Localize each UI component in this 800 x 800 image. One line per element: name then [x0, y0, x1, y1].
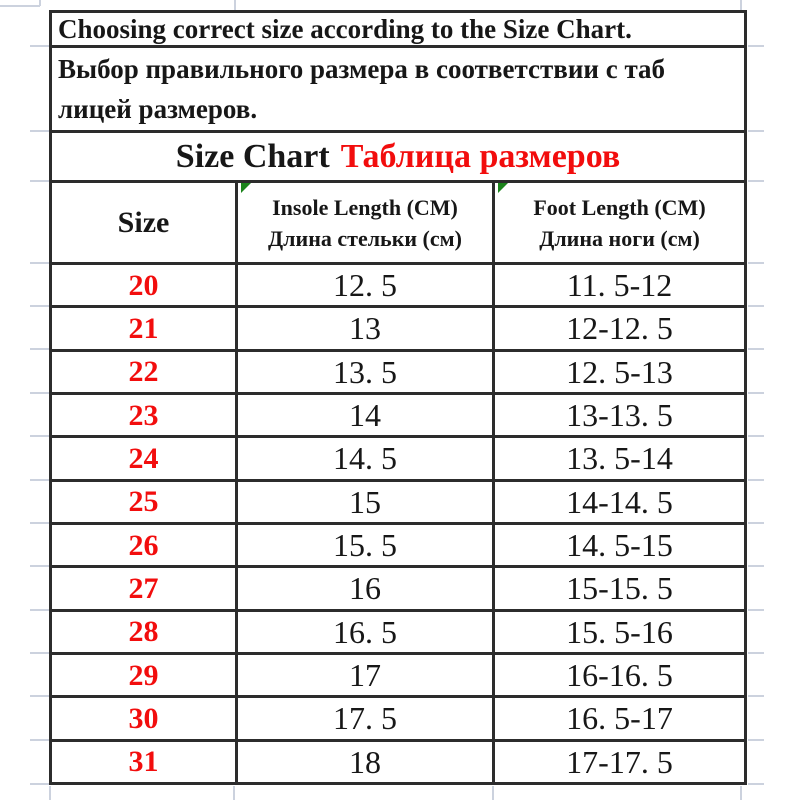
table-row	[52, 438, 744, 481]
gridline	[740, 786, 742, 800]
column-header-insole-length	[235, 183, 492, 262]
insole-length-cell: 17. 5	[235, 698, 492, 738]
insole-length-cell: 15. 5	[235, 525, 492, 565]
gridline	[748, 609, 764, 611]
gridline	[748, 45, 764, 47]
table-row	[52, 655, 744, 698]
size-cell: 28	[128, 615, 159, 649]
foot-length-cell: 12-12. 5	[492, 308, 744, 348]
table-row	[52, 525, 744, 568]
gridline	[748, 652, 764, 654]
gridline	[233, 786, 235, 800]
table-row	[52, 482, 744, 525]
gridline	[748, 348, 764, 350]
column-header-foot-ru: Длина ноги (см)	[539, 225, 700, 251]
gridline	[748, 565, 764, 567]
size-cell: 31	[128, 745, 159, 779]
gridline	[748, 262, 764, 264]
foot-length-cell: 17-17. 5	[492, 742, 744, 782]
table-body	[52, 265, 744, 782]
foot-length-cell: 12. 5-13	[492, 352, 744, 392]
cell-flag-icon	[241, 183, 251, 193]
column-header-foot-length	[492, 183, 744, 262]
insole-length-cell: 14	[235, 395, 492, 435]
foot-length-cell: 16. 5-17	[492, 698, 744, 738]
gridline	[49, 786, 51, 800]
gridline	[39, 0, 41, 6]
foot-length-cell: 15. 5-16	[492, 612, 744, 652]
heading-russian	[52, 48, 744, 133]
gridline	[748, 130, 764, 132]
column-header-insole-ru: Длина стельки (см)	[268, 225, 462, 251]
gridline	[30, 739, 49, 741]
gridline	[30, 130, 49, 132]
insole-length-cell: 18	[235, 742, 492, 782]
insole-length-cell: 12. 5	[235, 265, 492, 305]
gridline	[30, 479, 49, 481]
gridline	[748, 479, 764, 481]
foot-length-cell: 14-14. 5	[492, 482, 744, 522]
gridline	[30, 262, 49, 264]
gridline	[234, 0, 236, 10]
foot-length-cell: 15-15. 5	[492, 568, 744, 608]
column-header-foot-en: Foot Length (CM)	[533, 194, 706, 220]
table-row	[52, 612, 744, 655]
size-cell: 25	[128, 485, 159, 519]
table-row	[52, 568, 744, 611]
gridline	[748, 522, 764, 524]
gridline	[748, 783, 764, 785]
table-header-row	[52, 183, 744, 265]
gridline	[0, 5, 40, 7]
size-cell: 20	[128, 268, 159, 302]
table-row	[52, 308, 744, 351]
gridline	[748, 695, 764, 697]
foot-length-cell: 13-13. 5	[492, 395, 744, 435]
heading-russian-line-1: Выбор правильного размера в соответствии с таб	[58, 54, 666, 84]
insole-length-cell: 14. 5	[235, 438, 492, 478]
size-chart-table	[49, 10, 747, 785]
gridline	[748, 392, 764, 394]
column-header-size: Size	[117, 205, 170, 239]
size-cell: 30	[128, 701, 159, 735]
gridline	[748, 180, 764, 182]
gridline	[748, 739, 764, 741]
size-cell: 22	[128, 355, 159, 389]
insole-length-cell: 13	[235, 308, 492, 348]
gridline	[30, 392, 49, 394]
cell-flag-icon	[498, 183, 508, 193]
gridline	[492, 786, 494, 800]
table-row	[52, 742, 744, 782]
table-row	[52, 265, 744, 308]
foot-length-cell: 16-16. 5	[492, 655, 744, 695]
table-row	[52, 352, 744, 395]
gridline	[30, 45, 49, 47]
gridline	[30, 522, 49, 524]
foot-length-cell: 13. 5-14	[492, 438, 744, 478]
gridline	[740, 0, 742, 10]
gridline	[30, 180, 49, 182]
gridline	[30, 652, 49, 654]
size-cell: 21	[128, 311, 159, 345]
gridline	[748, 435, 764, 437]
size-cell: 26	[128, 528, 159, 562]
table-row	[52, 698, 744, 741]
chart-title-en: Size Chart	[175, 137, 330, 175]
insole-length-cell: 16. 5	[235, 612, 492, 652]
column-header-insole-en: Insole Length (CM)	[272, 194, 458, 220]
foot-length-cell: 14. 5-15	[492, 525, 744, 565]
insole-length-cell: 17	[235, 655, 492, 695]
insole-length-cell: 13. 5	[235, 352, 492, 392]
heading-english: Choosing correct size according to the Size Chart.	[52, 13, 744, 48]
gridline	[30, 305, 49, 307]
size-cell: 23	[128, 398, 159, 432]
heading-russian-line-2: лицей размеров.	[58, 94, 258, 124]
gridline	[30, 348, 49, 350]
foot-length-cell: 11. 5-12	[492, 265, 744, 305]
size-cell: 29	[128, 658, 159, 692]
gridline	[30, 565, 49, 567]
chart-title-ru: Таблица размеров	[340, 137, 621, 175]
table-row	[52, 395, 744, 438]
gridline	[30, 695, 49, 697]
size-cell: 24	[128, 441, 159, 475]
insole-length-cell: 16	[235, 568, 492, 608]
gridline	[748, 305, 764, 307]
size-cell: 27	[128, 571, 159, 605]
insole-length-cell: 15	[235, 482, 492, 522]
chart-title	[52, 133, 744, 183]
gridline	[30, 609, 49, 611]
gridline	[30, 435, 49, 437]
gridline	[30, 783, 49, 785]
